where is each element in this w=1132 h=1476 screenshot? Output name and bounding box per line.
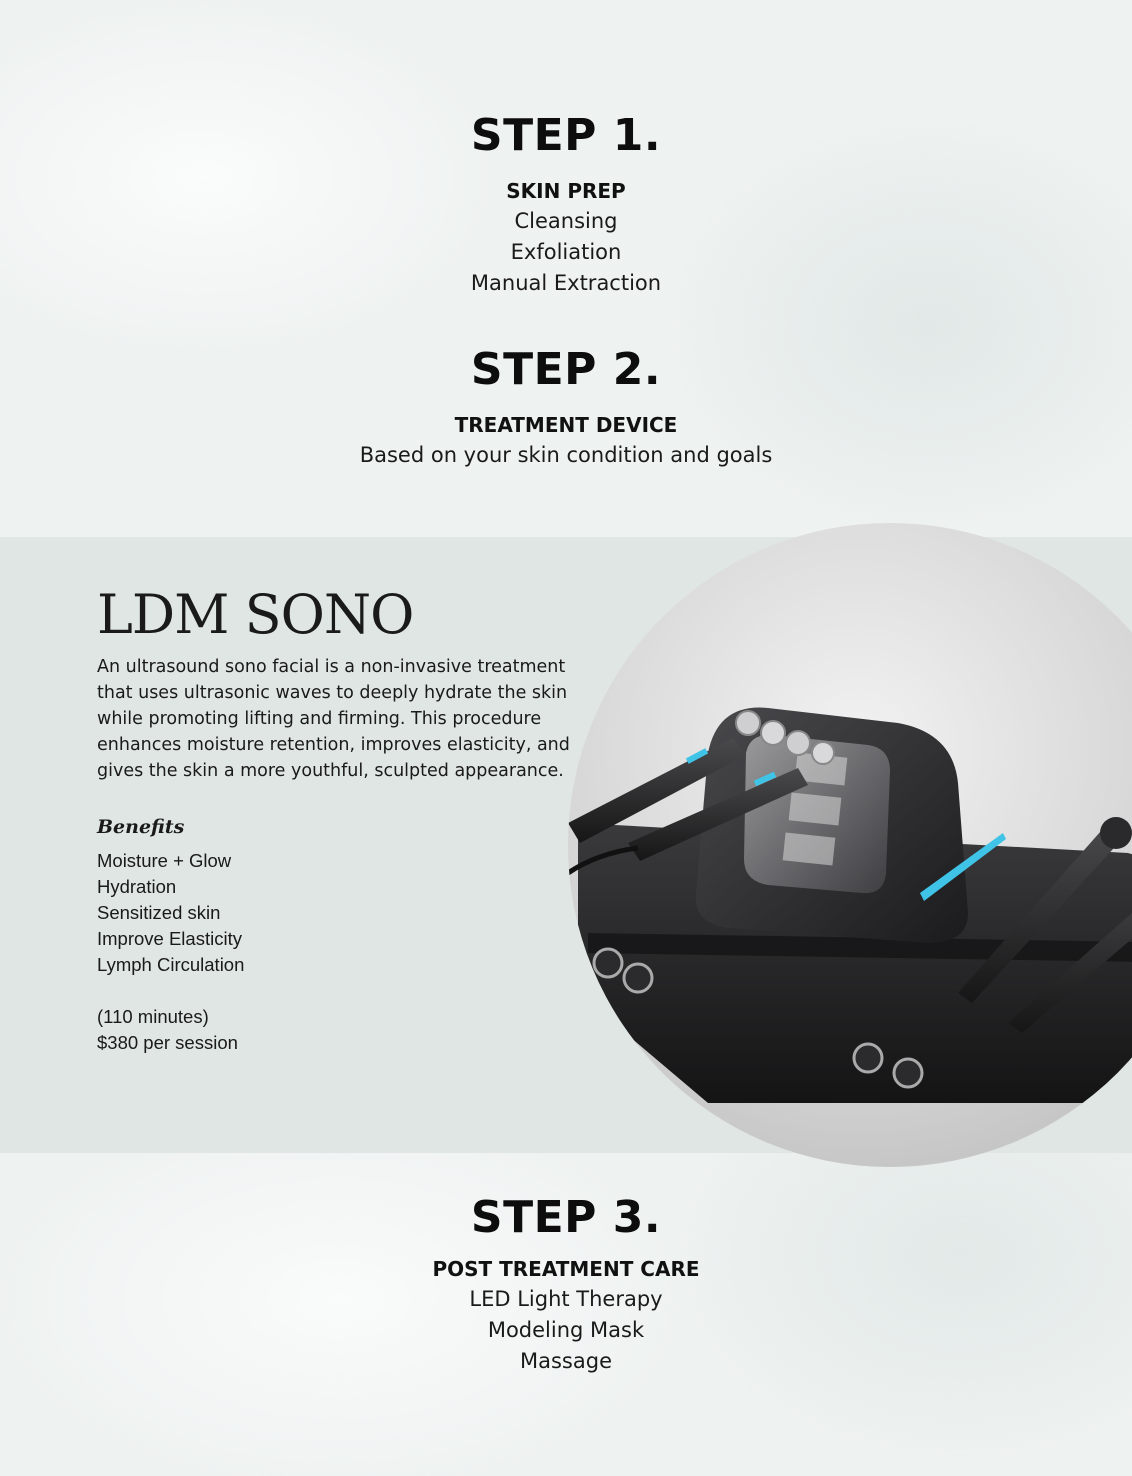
treatment-duration: (110 minutes) [97, 1006, 209, 1027]
pricing [97, 1004, 577, 1056]
step-1-title: STEP 1. [470, 110, 662, 161]
step-3-section [0, 1192, 1132, 1377]
step-3-item: Modeling Mask [487, 1318, 645, 1342]
device-photo [568, 523, 1132, 1167]
benefit-item: Hydration [97, 876, 177, 897]
step-1-item: Exfoliation [510, 240, 622, 264]
treatment-description: An ultrasound sono facial is a non-invasive treatment that uses ultrasonic waves to deeply hydrate the skin while promoting lifting and firming. This procedure enhances moisture retention, improves elasticity, and gives the skin a more youthful, sculpted appearance. [97, 657, 570, 781]
benefit-item: Moisture + Glow [97, 850, 232, 871]
treatment-name: LDM SONO [97, 583, 414, 646]
treatment-price: $380 per session [97, 1032, 238, 1053]
benefit-item: Improve Elasticity [97, 928, 242, 949]
benefit-item: Sensitized skin [97, 902, 221, 923]
step-2-title: STEP 2. [470, 344, 662, 395]
step-2-description: Based on your skin condition and goals [359, 443, 773, 467]
step-1-section [0, 110, 1132, 299]
benefits-list [97, 848, 577, 978]
step-2-section [0, 344, 1132, 471]
benefits-heading: Benefits [97, 816, 185, 838]
step-3-subtitle: POST TREATMENT CARE [432, 1257, 700, 1281]
treatment-info [97, 580, 577, 1056]
step-1-subtitle: SKIN PREP [506, 179, 626, 203]
device-illustration [568, 523, 1132, 1167]
step-2-subtitle: TREATMENT DEVICE [454, 413, 678, 437]
step-1-item: Manual Extraction [470, 271, 662, 295]
step-1-item: Cleansing [514, 209, 618, 233]
benefit-item: Lymph Circulation [97, 954, 245, 975]
step-3-item: LED Light Therapy [469, 1287, 663, 1311]
step-3-item: Massage [520, 1349, 612, 1373]
step-3-title: STEP 3. [470, 1192, 662, 1243]
